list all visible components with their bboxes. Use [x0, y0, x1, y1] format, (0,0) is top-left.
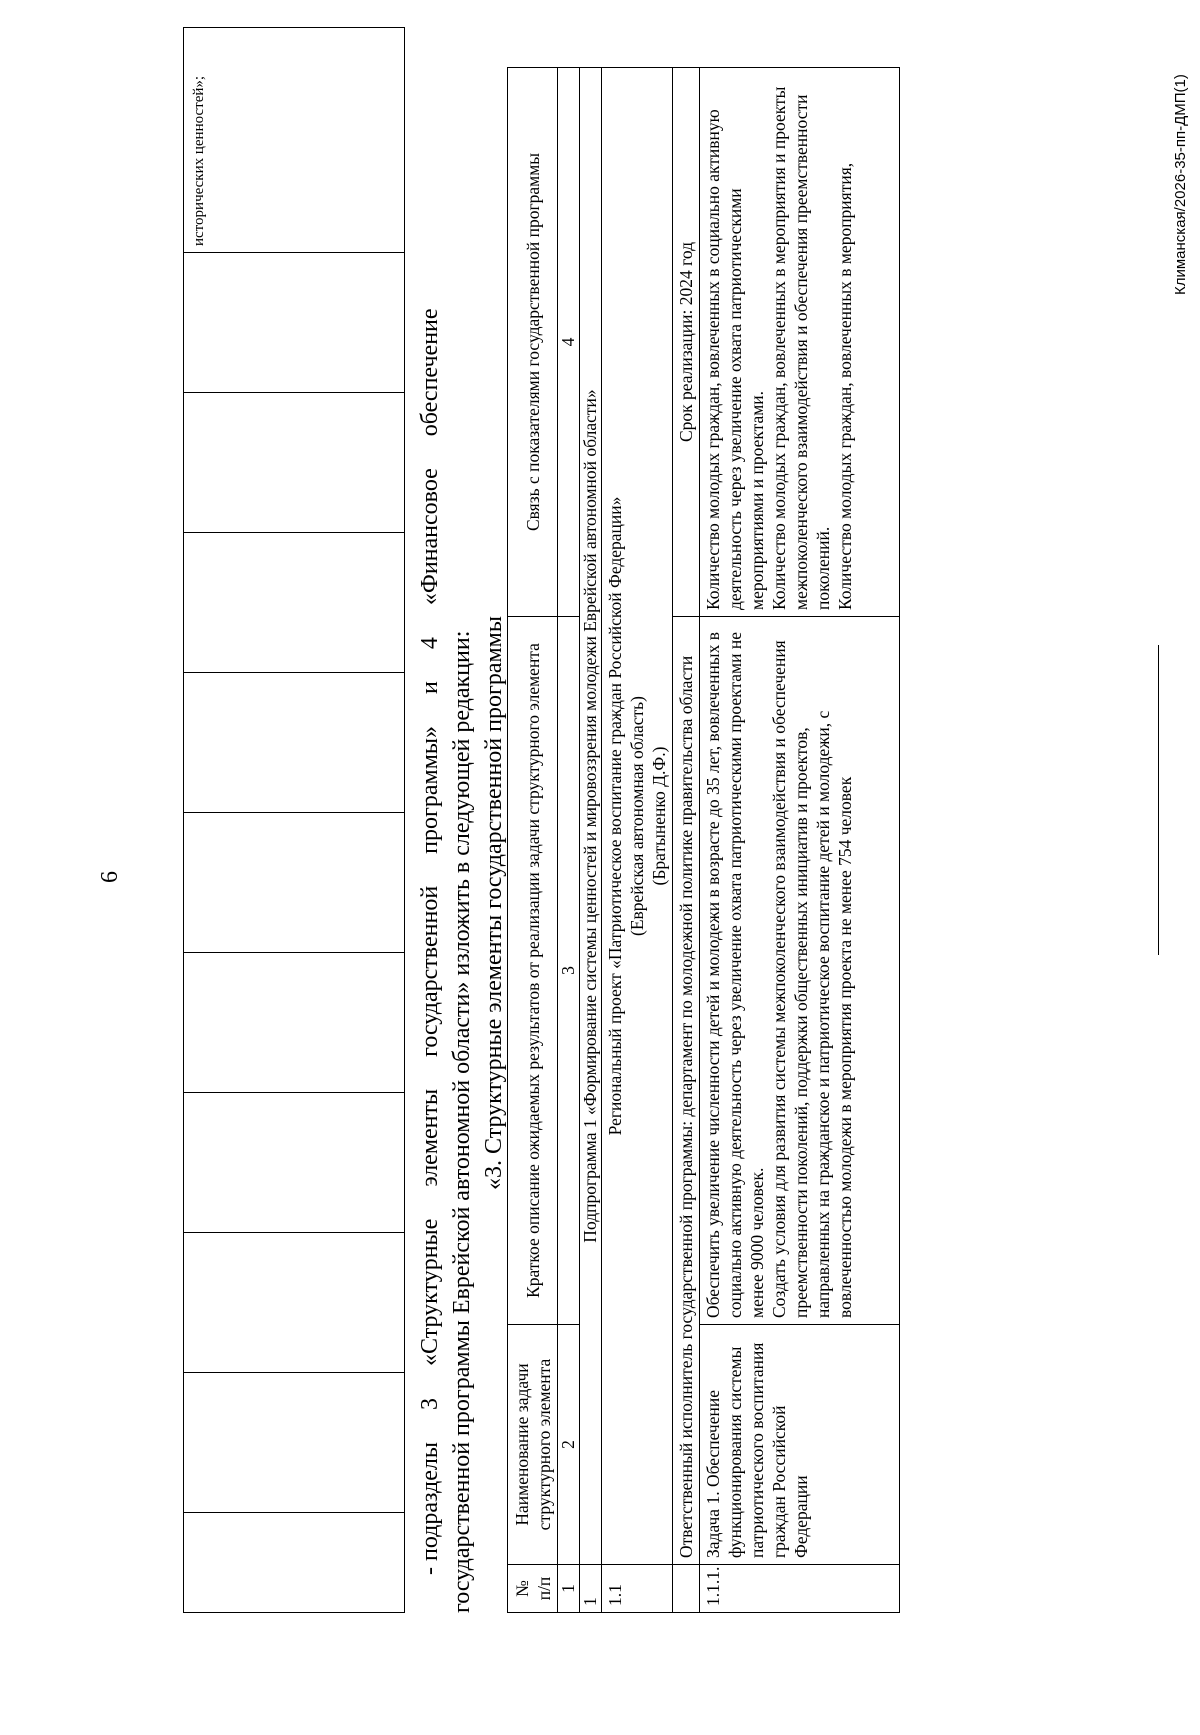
- intro-word: 4: [417, 637, 443, 650]
- section-heading: «3. Структурные элементы государственной программы: [481, 616, 507, 1190]
- header-link: Связь с показателями государственной программы: [508, 68, 558, 617]
- empty-cell: [184, 1093, 405, 1233]
- separator-line: [1158, 645, 1159, 955]
- numbers-row: [558, 68, 580, 1613]
- project-line: Региональный проект «Патриотическое воспитание граждан Российской Федерации»: [605, 496, 625, 1136]
- subprogram-title: Подпрограмма 1 «Формирование системы ценностей и мировоззрения молодежи Еврейской автономной области»: [580, 68, 602, 1565]
- empty-cell: [184, 1513, 405, 1613]
- col-number: 2: [558, 1325, 580, 1565]
- col-number: 1: [558, 1565, 580, 1613]
- empty-cell: [184, 673, 405, 813]
- empty-cell: [184, 953, 405, 1093]
- intro-word: элементы: [417, 1088, 443, 1187]
- indicator: Количество молодых граждан, вовлеченных в социально активную деятельность через увеличение охвата патриотическими мероприятиями и проектами.: [703, 109, 767, 610]
- task-description-line: Обеспечить увеличение численности детей и молодежи в возрасте до 35 лет, вовлеченных в социально активную деятельность через увеличение охвата патриотическими проектами не менее 9000 человек.: [703, 632, 767, 1318]
- task-description-line: Создать условия для развития системы межпоколенческого взаимодействия и обеспечения преемственности поколений, поддержки общественных инициатив и проектов, направленных на гражданское и патриотическое воспитание детей и молодежи, с вовлеченностью молодежи в мероприятия проекта не менее 754 человек: [769, 640, 855, 1318]
- project-title: [602, 68, 673, 1565]
- intro-word: программы»: [417, 725, 443, 854]
- task-name: Задача 1. Обеспечение функционирования системы патриотического воспитания граждан Российской Федерации: [700, 1325, 900, 1565]
- intro-word: обеспечение: [417, 308, 443, 437]
- responsible-row: [673, 68, 700, 1613]
- intro-word: «Структурные: [417, 1218, 443, 1366]
- intro-word: государственной: [417, 885, 443, 1057]
- empty-cell: [184, 813, 405, 953]
- col-number: 4: [558, 68, 580, 617]
- implementation-term: Срок реализации: 2024 год: [673, 68, 700, 617]
- empty-cell: [184, 253, 405, 393]
- empty-cell: [184, 533, 405, 673]
- indicator: Количество молодых граждан, вовлеченных в мероприятия и проекты межпоколенческого взаимодействия и обеспечения преемственности поколений.: [769, 86, 833, 610]
- indicator: Количество молодых граждан, вовлеченных в мероприятия,: [835, 162, 855, 610]
- empty-cell: [673, 1565, 700, 1613]
- project-line: (Еврейская автономная область): [627, 696, 647, 936]
- row-number: 1.1.1.: [700, 1565, 900, 1613]
- row-number: 1.1: [602, 1565, 673, 1613]
- empty-cell: [184, 393, 405, 533]
- page-number: 6: [97, 871, 123, 883]
- intro-line-2: государственной программы Еврейской автономной области» изложить в следующей редакции:: [449, 630, 475, 1613]
- header-row: [508, 68, 558, 1613]
- prev-last-cell: исторических ценностей»;: [184, 28, 405, 253]
- header-desc: Краткое описание ожидаемых результатов от реализации задачи структурного элемента: [508, 617, 558, 1325]
- intro-word: и: [417, 681, 443, 694]
- empty-cell: [184, 1233, 405, 1373]
- header-num: № п/п: [508, 1565, 558, 1613]
- intro-line-1: [414, 0, 446, 1575]
- task-indicators: [700, 68, 900, 617]
- row-number: 1: [580, 1565, 602, 1613]
- header-name: Наименование задачи структурного элемента: [508, 1325, 558, 1565]
- previous-page-table: [183, 27, 405, 1613]
- structural-elements-table: [507, 67, 900, 1613]
- project-curator: (Братыненко Д.Ф.): [649, 746, 669, 886]
- intro-word: «Финансовое: [417, 468, 443, 606]
- document-footer: Климанская/2026-35-пп-ДМП(1): [1172, 74, 1189, 295]
- subprogram-row: [580, 68, 602, 1613]
- intro-word: - подразделы: [417, 1441, 443, 1575]
- empty-cell: [184, 1373, 405, 1513]
- task-row: [700, 68, 900, 1613]
- col-number: 3: [558, 617, 580, 1325]
- responsible-executor: Ответственный исполнитель государственной программы: департамент по молодежной политике правительства области: [673, 617, 700, 1565]
- project-row: [602, 68, 673, 1613]
- task-description: [700, 617, 900, 1325]
- intro-word: 3: [417, 1397, 443, 1410]
